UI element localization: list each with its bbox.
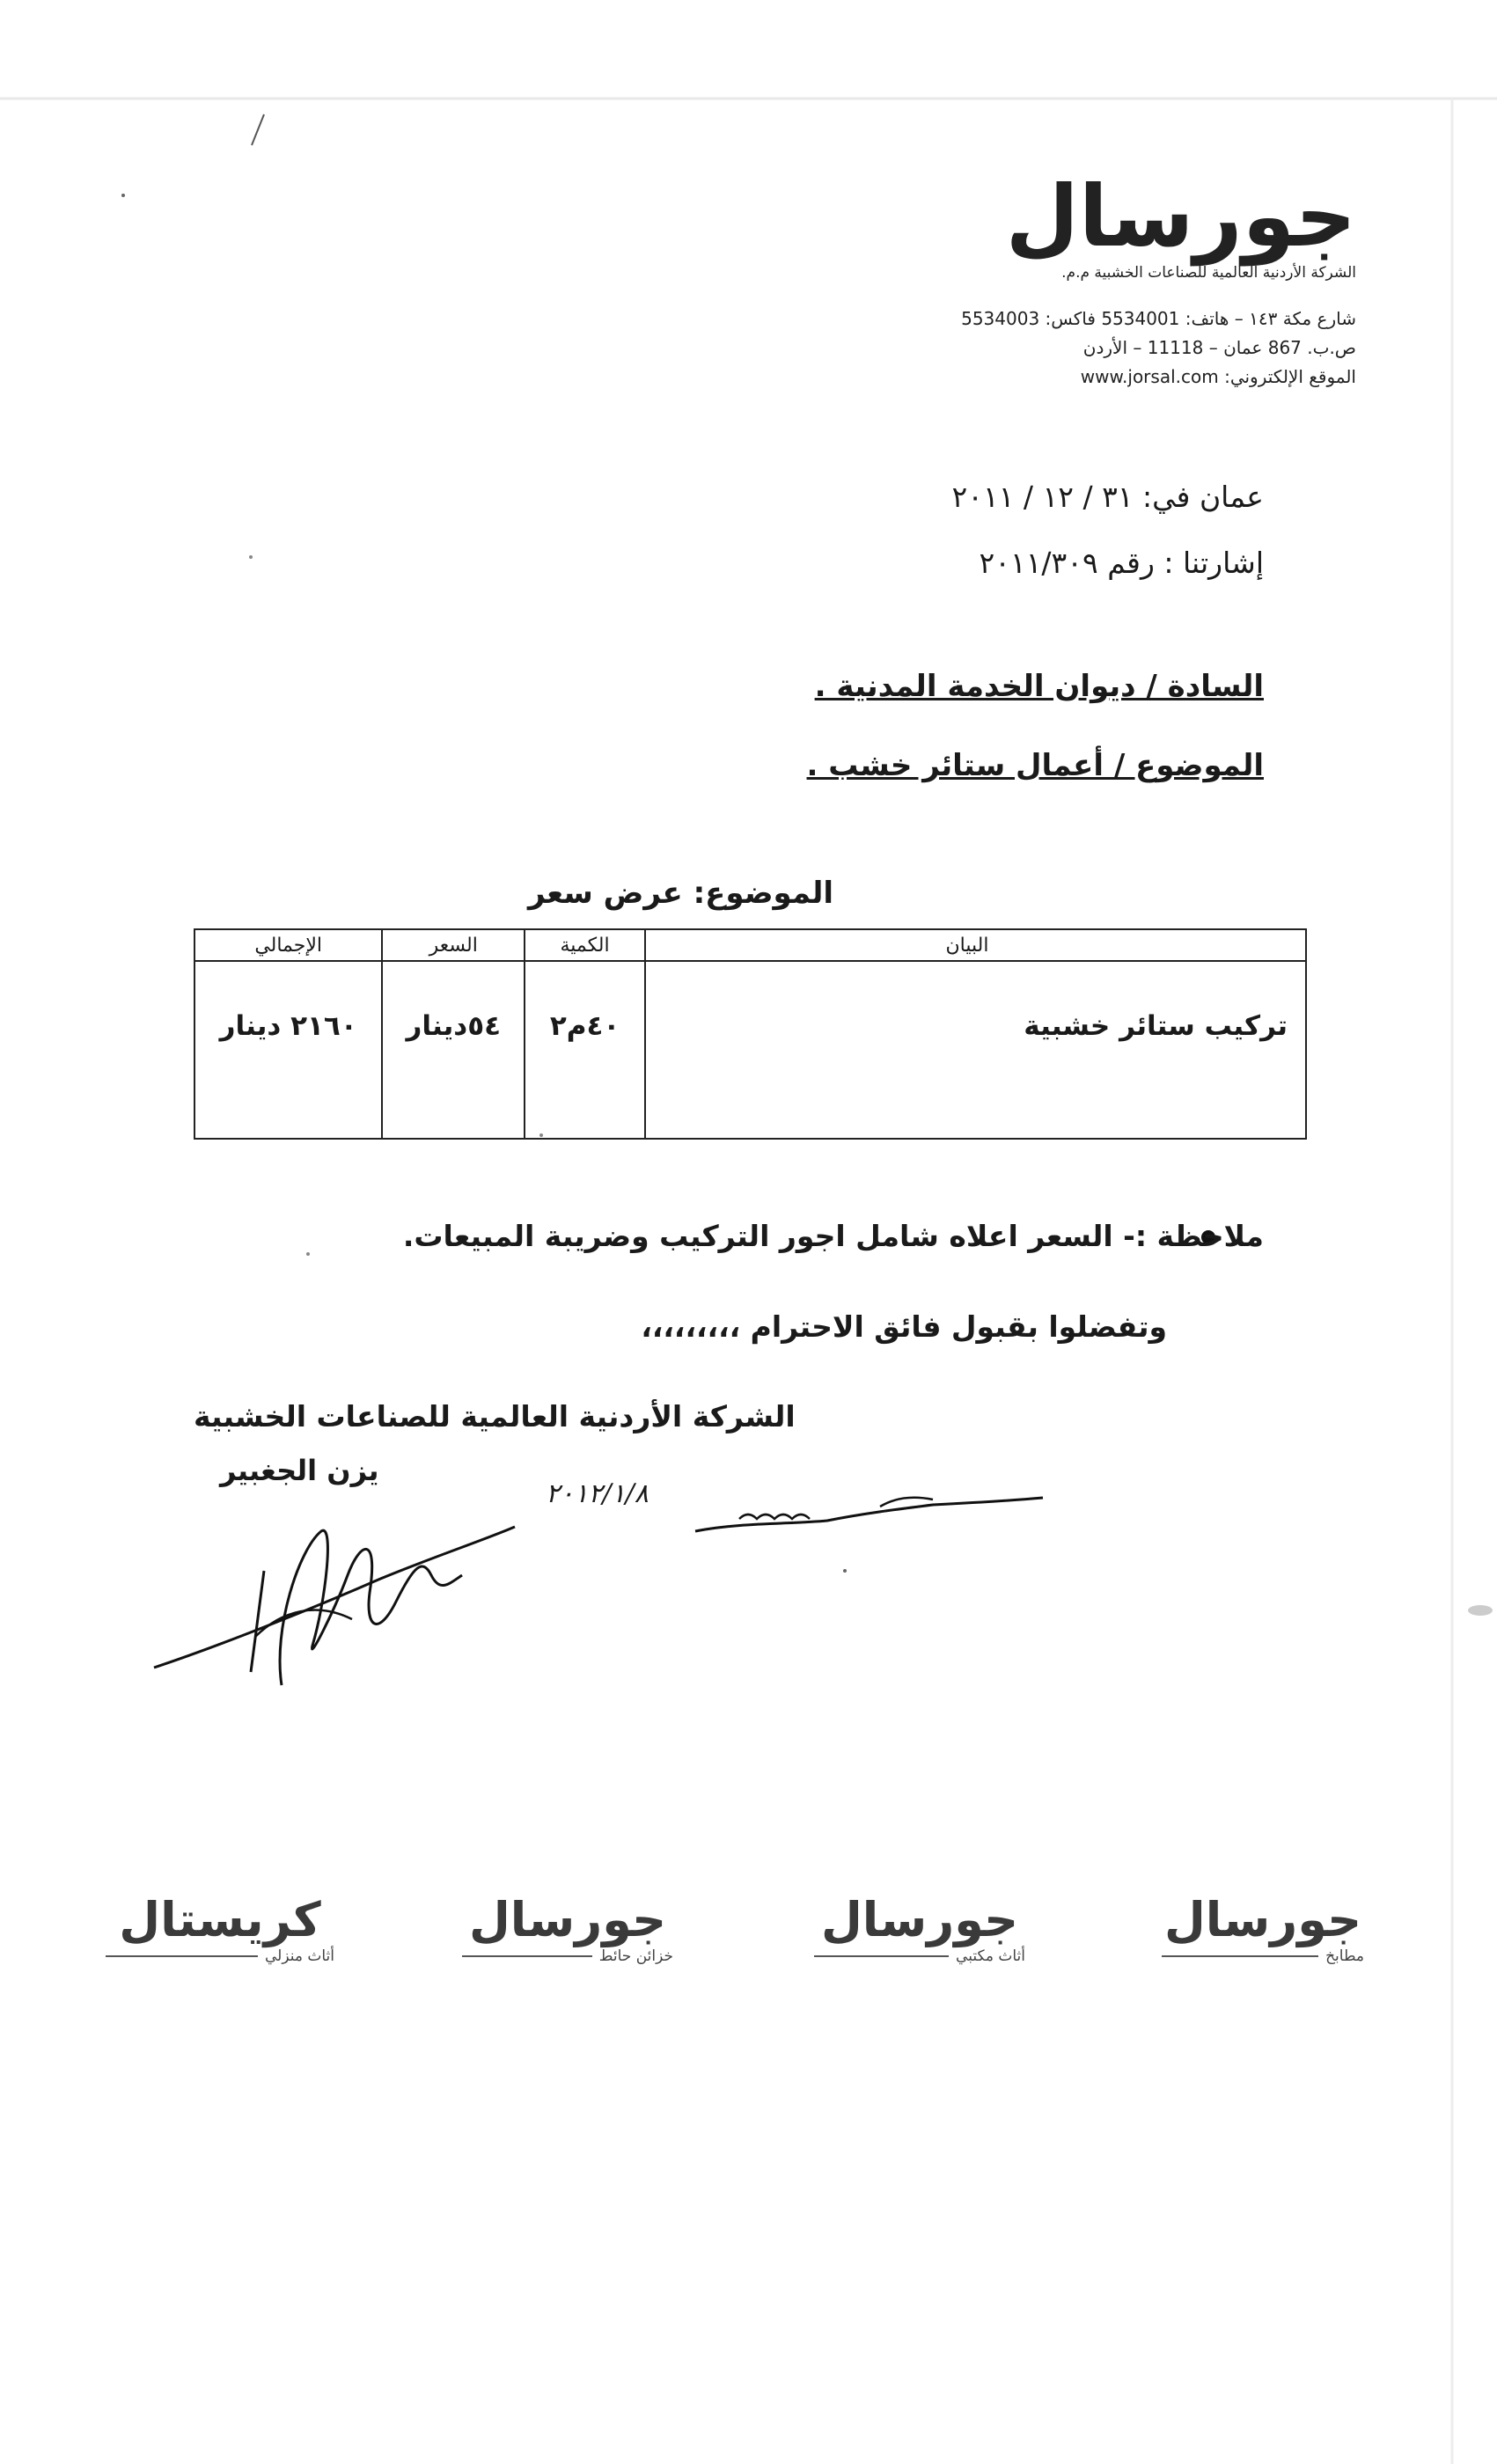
cell-price: ٥٤دينار [382, 961, 525, 1139]
footer-rule [462, 1955, 592, 1957]
handwritten-date [546, 1478, 649, 1509]
footer-brand-name: جورسال [468, 1892, 667, 1947]
address-line-3: الموقع الإلكتروني: www.jorsal.com [1080, 366, 1356, 387]
footer-rule [814, 1955, 949, 1957]
signature-name: يزن الجغبير [220, 1454, 379, 1487]
footer-brand-tagline: أثاث منزلي [264, 1947, 334, 1965]
signature-company: الشركة الأردنية العالمية للصناعات الخشبية [194, 1399, 796, 1434]
table-row [194, 961, 1306, 1139]
footer-brand-name: جورسال [1163, 1892, 1362, 1947]
footer-brand-office [814, 1892, 1025, 1965]
footer-brand-wardrobes [462, 1892, 673, 1965]
letter-date: عمان في: ٣١ / ١٢ / ٢٠١١ [951, 480, 1264, 514]
signature-graphic [150, 1496, 528, 1698]
address-line-2: ص.ب. 867 عمان – 11118 – الأردن [1082, 337, 1356, 358]
letter-reference: إشارتنا : رقم ٢٠١١/٣٠٩ [979, 546, 1264, 580]
footer-brand-tagline: خزائن حائط [598, 1947, 673, 1965]
address-line-1: شارع مكة ١٤٣ – هاتف: 5534001 فاكس: 5534003 [961, 308, 1356, 329]
header-total: الإجمالي [194, 929, 382, 961]
quotation-table [194, 928, 1307, 1140]
footer-brand-tagline: أثاث مكتبي [956, 1947, 1025, 1965]
footer-brand-kitchens [1162, 1892, 1364, 1965]
footer-brand-crystal [106, 1892, 334, 1965]
footer-brand-name: كريستال [119, 1892, 321, 1947]
header-price: السعر [382, 929, 525, 961]
footer-brand-tagline: مطابخ [1325, 1947, 1364, 1965]
note-text: ملاحظة :- السعر اعلاه شامل اجور التركيب وضريبة المبيعات. [402, 1219, 1264, 1253]
cell-description: تركيب ستائر خشبية [645, 961, 1306, 1139]
footer-brand-name: جورسال [820, 1892, 1019, 1947]
handwritten-initial-stroke [686, 1487, 1056, 1549]
handwritten-date-text: ٢٠١٢/١/٨ [546, 1478, 649, 1509]
header-quantity: الكمية [525, 929, 645, 961]
letter-recipient: السادة / ديوان الخدمة المدنية . [814, 669, 1264, 704]
table-header-row [194, 929, 1306, 961]
letter-subject: الموضوع / أعمال ستائر خشب . [806, 748, 1264, 783]
footer-rule [1162, 1955, 1318, 1957]
offer-title: الموضوع: عرض سعر [528, 876, 834, 911]
cell-total: ٢١٦٠ دينار [194, 961, 382, 1139]
header-description: البيان [645, 929, 1306, 961]
closing-text: وتفضلوا بقبول فائق الاحترام ،،،،،،،،، [641, 1309, 1167, 1344]
letterhead-company-name: الشركة الأردنية العالمية للصناعات الخشبية م.م. [1061, 264, 1356, 282]
letterhead-logo: جورسال [1005, 167, 1356, 266]
footer-rule [106, 1955, 258, 1957]
cell-quantity: ٤٠م٢ [525, 961, 645, 1139]
